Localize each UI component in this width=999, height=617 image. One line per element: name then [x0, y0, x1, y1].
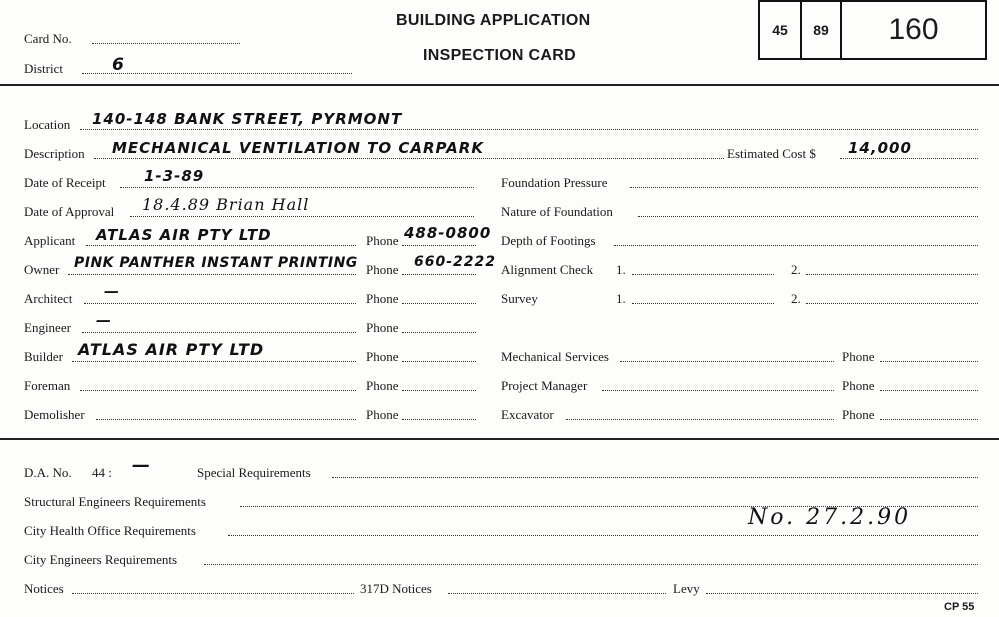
special-requirements-line — [332, 477, 978, 478]
alignment-line-2 — [806, 274, 978, 275]
location-value: 140-148 BANK STREET, PYRMONT — [92, 110, 403, 128]
levy-label: Levy — [673, 581, 700, 596]
builder-line — [72, 361, 356, 362]
health-label: City Health Office Requirements — [24, 523, 196, 538]
number-box-3 — [840, 0, 987, 60]
alignment-num-1: 1. — [616, 262, 626, 277]
date-approval-value: 18.4.89 Brian Hall — [142, 195, 310, 214]
architect-phone-label: Phone — [366, 291, 399, 306]
section-divider — [0, 438, 999, 440]
excavator-label: Excavator — [501, 407, 554, 422]
form-code: CP 55 — [944, 601, 975, 613]
engineer-line — [82, 332, 356, 333]
mechanical-phone-label: Phone — [842, 349, 875, 364]
special-requirements-label: Special Requirements — [197, 465, 311, 480]
survey-num-1: 1. — [616, 291, 626, 306]
alignment-line-1 — [632, 274, 774, 275]
title-line-2: INSPECTION CARD — [423, 47, 576, 64]
survey-label: Survey — [501, 291, 538, 306]
owner-label: Owner — [24, 262, 60, 277]
foreman-phone-label: Phone — [366, 378, 399, 393]
excavator-line — [566, 419, 834, 420]
nature-foundation-line — [638, 216, 978, 217]
applicant-phone-label: Phone — [366, 233, 399, 248]
number-box-1-value: 45 — [772, 22, 788, 38]
city-engineers-label: City Engineers Requirements — [24, 552, 178, 567]
description-line — [94, 158, 724, 159]
date-approval-line — [130, 216, 474, 217]
engineer-phone-line — [402, 332, 476, 333]
foreman-line — [80, 390, 356, 391]
owner-phone-line — [402, 274, 476, 275]
architect-label: Architect — [24, 291, 73, 306]
project-manager-label: Project Manager — [501, 378, 588, 393]
excavator-phone-label: Phone — [842, 407, 875, 422]
survey-line-1 — [632, 303, 774, 304]
foundation-pressure-label: Foundation Pressure — [501, 175, 608, 190]
architect-value: — — [104, 282, 120, 300]
survey-num-2: 2. — [791, 291, 801, 306]
demolisher-label: Demolisher — [24, 407, 85, 422]
notices-label: Notices — [24, 581, 64, 596]
survey-line-2 — [806, 303, 978, 304]
architect-line — [84, 303, 356, 304]
notices-317d-line — [448, 593, 666, 594]
title-line-1: BUILDING APPLICATION — [396, 12, 591, 29]
engineer-label: Engineer — [24, 320, 71, 335]
health-value: No. 27.2.90 — [748, 505, 912, 530]
location-label: Location — [24, 117, 71, 132]
date-receipt-line — [120, 187, 474, 188]
foreman-label: Foreman — [24, 378, 71, 393]
excavator-phone-line — [880, 419, 978, 420]
number-box-1 — [758, 0, 802, 60]
owner-phone-label: Phone — [366, 262, 399, 277]
structural-label: Structural Engineers Requirements — [24, 494, 206, 509]
owner-line — [68, 274, 356, 275]
number-box-2 — [800, 0, 842, 60]
estimated-cost-line — [840, 158, 978, 159]
alignment-num-2: 2. — [791, 262, 801, 277]
builder-label: Builder — [24, 349, 63, 364]
depth-footings-label: Depth of Footings — [501, 233, 596, 248]
architect-phone-line — [402, 303, 476, 304]
mechanical-services-line — [620, 361, 834, 362]
number-box-2-value: 89 — [813, 22, 829, 38]
da-no-label: D.A. No. — [24, 465, 72, 480]
applicant-line — [86, 245, 356, 246]
mechanical-phone-line — [880, 361, 978, 362]
project-manager-phone-label: Phone — [842, 378, 875, 393]
engineer-value: — — [96, 311, 112, 329]
mechanical-services-label: Mechanical Services — [501, 349, 609, 364]
demolisher-line — [96, 419, 356, 420]
date-receipt-label: Date of Receipt — [24, 175, 106, 190]
health-line — [228, 535, 978, 536]
card-no-line — [92, 43, 240, 44]
alignment-check-label: Alignment Check — [501, 262, 594, 277]
builder-phone-label: Phone — [366, 349, 399, 364]
builder-value: ATLAS AIR PTY LTD — [78, 340, 265, 359]
applicant-value: ATLAS AIR PTY LTD — [96, 226, 272, 244]
date-receipt-value: 1-3-89 — [144, 167, 205, 185]
header-divider — [0, 84, 999, 86]
builder-phone-line — [402, 361, 476, 362]
district-label: District — [24, 61, 63, 76]
project-manager-line — [602, 390, 834, 391]
estimated-cost-label: Estimated Cost $ — [727, 146, 816, 161]
da-no-value: 44 : — [92, 465, 112, 480]
location-line — [80, 129, 978, 130]
district-value: 6 — [112, 55, 125, 75]
nature-foundation-label: Nature of Foundation — [501, 204, 613, 219]
owner-value: PINK PANTHER INSTANT PRINTING — [74, 255, 358, 271]
depth-footings-line — [614, 245, 978, 246]
foreman-phone-line — [402, 390, 476, 391]
da-no-dash: — — [132, 455, 151, 476]
date-approval-label: Date of Approval — [24, 204, 115, 219]
applicant-label: Applicant — [24, 233, 76, 248]
description-label: Description — [24, 146, 85, 161]
description-value: MECHANICAL VENTILATION TO CARPARK — [112, 139, 484, 157]
levy-line — [706, 593, 978, 594]
city-engineers-line — [204, 564, 978, 565]
project-manager-phone-line — [880, 390, 978, 391]
owner-phone-value: 660-2222 — [414, 254, 496, 270]
estimated-cost-value: 14,000 — [848, 139, 912, 157]
notices-line — [72, 593, 354, 594]
foundation-pressure-line — [630, 187, 978, 188]
number-box-3-value: 160 — [888, 13, 939, 46]
applicant-phone-value: 488-0800 — [404, 224, 492, 242]
demolisher-phone-line — [402, 419, 476, 420]
engineer-phone-label: Phone — [366, 320, 399, 335]
applicant-phone-line — [402, 245, 476, 246]
card-no-label: Card No. — [24, 31, 72, 46]
notices-317d-label: 317D Notices — [360, 581, 432, 596]
demolisher-phone-label: Phone — [366, 407, 399, 422]
